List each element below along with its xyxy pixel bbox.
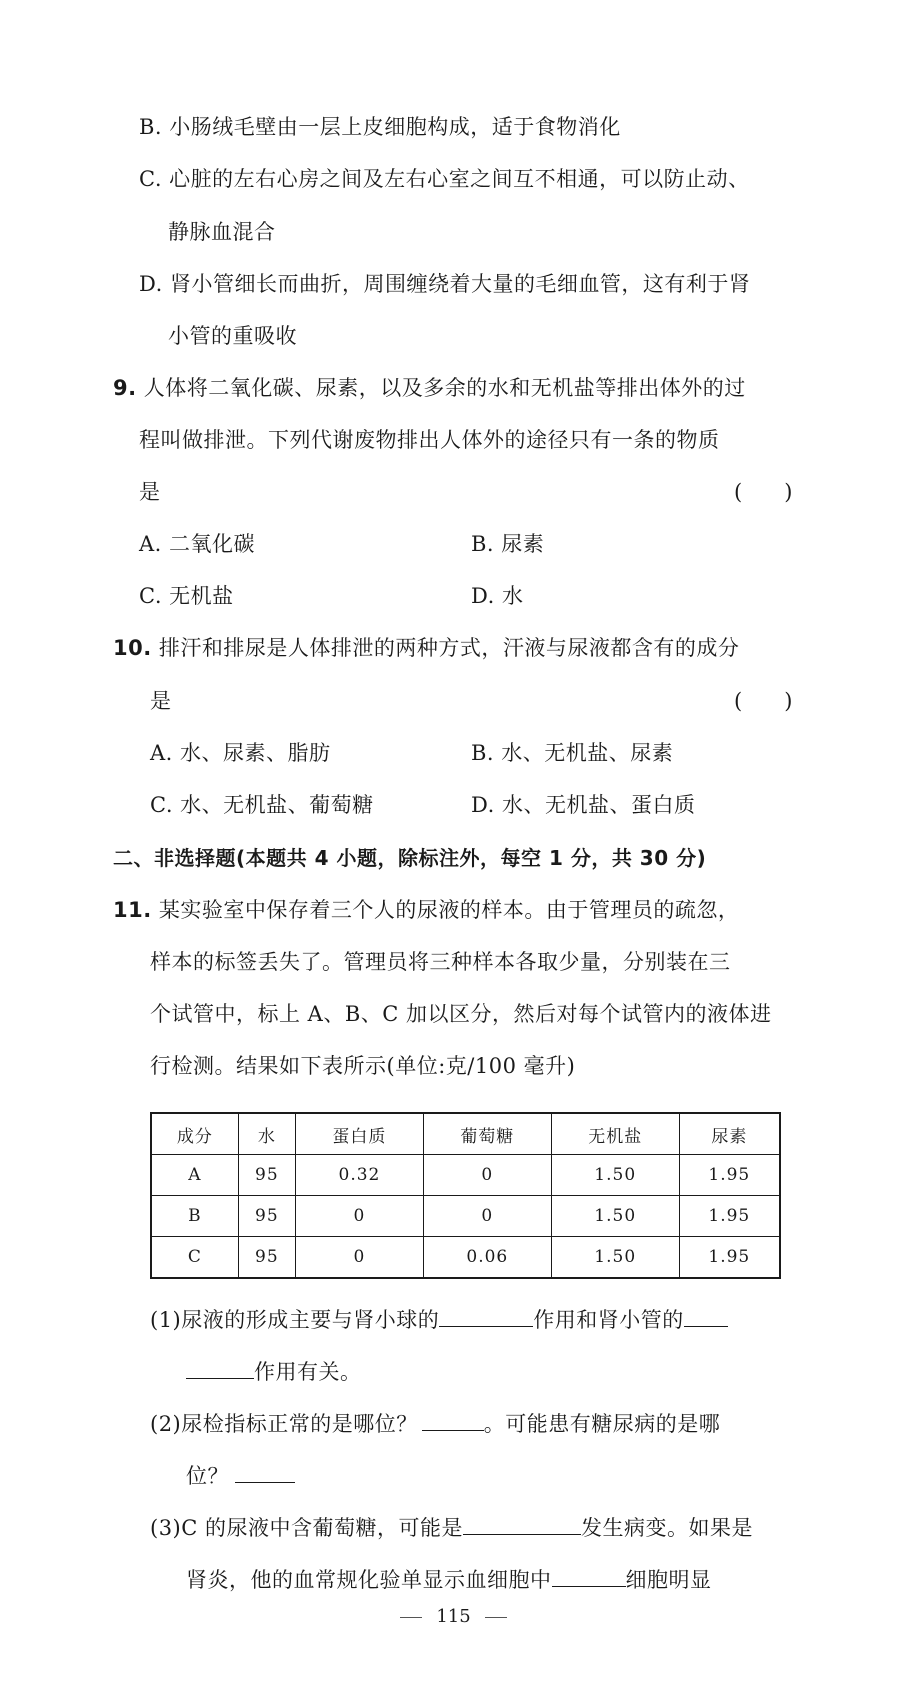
q11-sub3-text-d: 细胞明显	[625, 1568, 712, 1592]
q11-sub2-text-c: 位？	[186, 1464, 229, 1488]
q11-sub3-text-c: 肾炎，他的血常规化验单显示血细胞中	[186, 1568, 552, 1592]
table-cell: 0.06	[423, 1237, 551, 1279]
footer-dash-left	[400, 1617, 422, 1618]
table-header-cell: 无机盐	[551, 1113, 679, 1155]
table-cell: C	[151, 1237, 238, 1279]
q11-sub2-line1	[150, 1408, 720, 1439]
q9-text-line2: 程叫做排泄。下列代谢废物排出人体外的途径只有一条的物质	[139, 428, 720, 452]
q11-sub3-text-a: (3)C 的尿液中含葡萄糖，可能是	[150, 1516, 463, 1540]
q11-sub1-blank2-part1[interactable]	[684, 1304, 728, 1327]
page-footer	[0, 1606, 907, 1627]
q10-text-line2: 是	[150, 689, 172, 713]
q9-line1	[113, 373, 746, 403]
table-header-cell: 葡萄糖	[423, 1113, 551, 1155]
q9-text-line3: 是	[139, 480, 161, 504]
table-header-cell: 蛋白质	[295, 1113, 423, 1155]
q8-option-b: B. 小肠绒毛壁由一层上皮细胞构成，适于食物消化	[139, 115, 621, 139]
q11-sub3-blank2[interactable]	[552, 1564, 626, 1587]
q11-text-line1: 某实验室中保存着三个人的尿液的样本。由于管理员的疏忽，	[158, 898, 740, 922]
q11-number: 11.	[113, 898, 152, 922]
q11-sub3-blank1[interactable]	[463, 1512, 581, 1535]
q11-text-line4: 行检测。结果如下表所示(单位:克/100 毫升)	[150, 1054, 576, 1078]
q11-sub1-line2	[186, 1356, 362, 1387]
q9-option-c: C. 无机盐	[139, 584, 234, 608]
table-cell: 1.95	[679, 1237, 780, 1279]
q10-text-line1: 排汗和排尿是人体排泄的两种方式，汗液与尿液都含有的成分	[158, 636, 740, 660]
table-header-cell: 成分	[151, 1113, 238, 1155]
q11-sub1-text-a: (1)尿液的形成主要与肾小球的	[150, 1308, 440, 1332]
q8-option-d-line2: 小管的重吸收	[168, 324, 297, 348]
q8-option-d-line1: D. 肾小管细长而曲折，周围缠绕着大量的毛细血管，这有利于肾	[139, 272, 751, 296]
q10-option-a: A. 水、尿素、脂肪	[150, 741, 331, 765]
q11-text-line3: 个试管中，标上 A、B、C 加以区分，然后对每个试管内的液体进	[150, 1002, 772, 1026]
q10-option-b: B. 水、无机盐、尿素	[471, 741, 674, 765]
table-row	[151, 1155, 780, 1196]
q11-sub2-blank1[interactable]	[422, 1408, 484, 1431]
q11-sub3-line2	[186, 1564, 712, 1595]
table-cell: 0	[295, 1237, 423, 1279]
table-cell: A	[151, 1155, 238, 1196]
q9-answer-paren: ( )	[734, 480, 793, 504]
q9-option-a: A. 二氧化碳	[139, 532, 256, 556]
footer-dash-right	[485, 1617, 507, 1618]
table-cell: 95	[238, 1237, 295, 1279]
table-cell: 1.95	[679, 1155, 780, 1196]
q9-option-b: B. 尿素	[471, 532, 545, 556]
table-cell: 0	[423, 1155, 551, 1196]
q11-sub1-blank1[interactable]	[439, 1304, 533, 1327]
q9-option-d: D. 水	[471, 584, 524, 608]
q11-sub1-line1	[150, 1304, 728, 1335]
q11-sub2-line2	[186, 1460, 295, 1491]
table-cell: 95	[238, 1155, 295, 1196]
table-cell: B	[151, 1196, 238, 1237]
table-header-row	[151, 1113, 780, 1155]
table-cell: 1.50	[551, 1196, 679, 1237]
table-header-cell: 尿素	[679, 1113, 780, 1155]
q10-number: 10.	[113, 636, 152, 660]
q10-line1	[113, 633, 739, 663]
q10-option-d: D. 水、无机盐、蛋白质	[471, 793, 696, 817]
table-cell: 0	[423, 1196, 551, 1237]
urine-sample-table	[150, 1112, 781, 1279]
q10-option-c: C. 水、无机盐、葡萄糖	[150, 793, 374, 817]
q9-text-line1: 人体将二氧化碳、尿素，以及多余的水和无机盐等排出体外的过	[143, 376, 746, 400]
table-cell: 0	[295, 1196, 423, 1237]
table-cell: 1.50	[551, 1237, 679, 1279]
table-cell: 1.50	[551, 1155, 679, 1196]
q11-sub2-text-a: (2)尿检指标正常的是哪位？	[150, 1412, 418, 1436]
q8-option-c-line2: 静脉血混合	[168, 220, 276, 244]
q11-sub2-text-b: 。可能患有糖尿病的是哪	[483, 1412, 721, 1436]
page-number: 115	[436, 1606, 471, 1627]
q11-sub3-text-b: 发生病变。如果是	[581, 1516, 753, 1540]
table-cell: 1.95	[679, 1196, 780, 1237]
q11-line1	[113, 895, 739, 925]
q11-sub1-text-c: 作用有关。	[254, 1360, 362, 1384]
section-heading-non-choice: 二、非选择题(本题共 4 小题，除标注外，每空 1 分，共 30 分)	[113, 846, 707, 870]
q11-text-line2: 样本的标签丢失了。管理员将三种样本各取少量，分别装在三	[150, 950, 731, 974]
table-row	[151, 1237, 780, 1279]
q11-sub1-blank2-part2[interactable]	[186, 1356, 254, 1379]
q8-option-c-line1: C. 心脏的左右心房之间及左右心室之间互不相通，可以防止动、	[139, 167, 750, 191]
q9-number: 9.	[113, 376, 137, 400]
q10-answer-paren: ( )	[734, 689, 793, 713]
table-cell: 95	[238, 1196, 295, 1237]
q11-sub2-blank2[interactable]	[235, 1460, 295, 1483]
q11-sub3-line1	[150, 1512, 753, 1543]
table-header-cell: 水	[238, 1113, 295, 1155]
table-row	[151, 1196, 780, 1237]
q11-sub1-text-b: 作用和肾小管的	[533, 1308, 684, 1332]
table-cell: 0.32	[295, 1155, 423, 1196]
